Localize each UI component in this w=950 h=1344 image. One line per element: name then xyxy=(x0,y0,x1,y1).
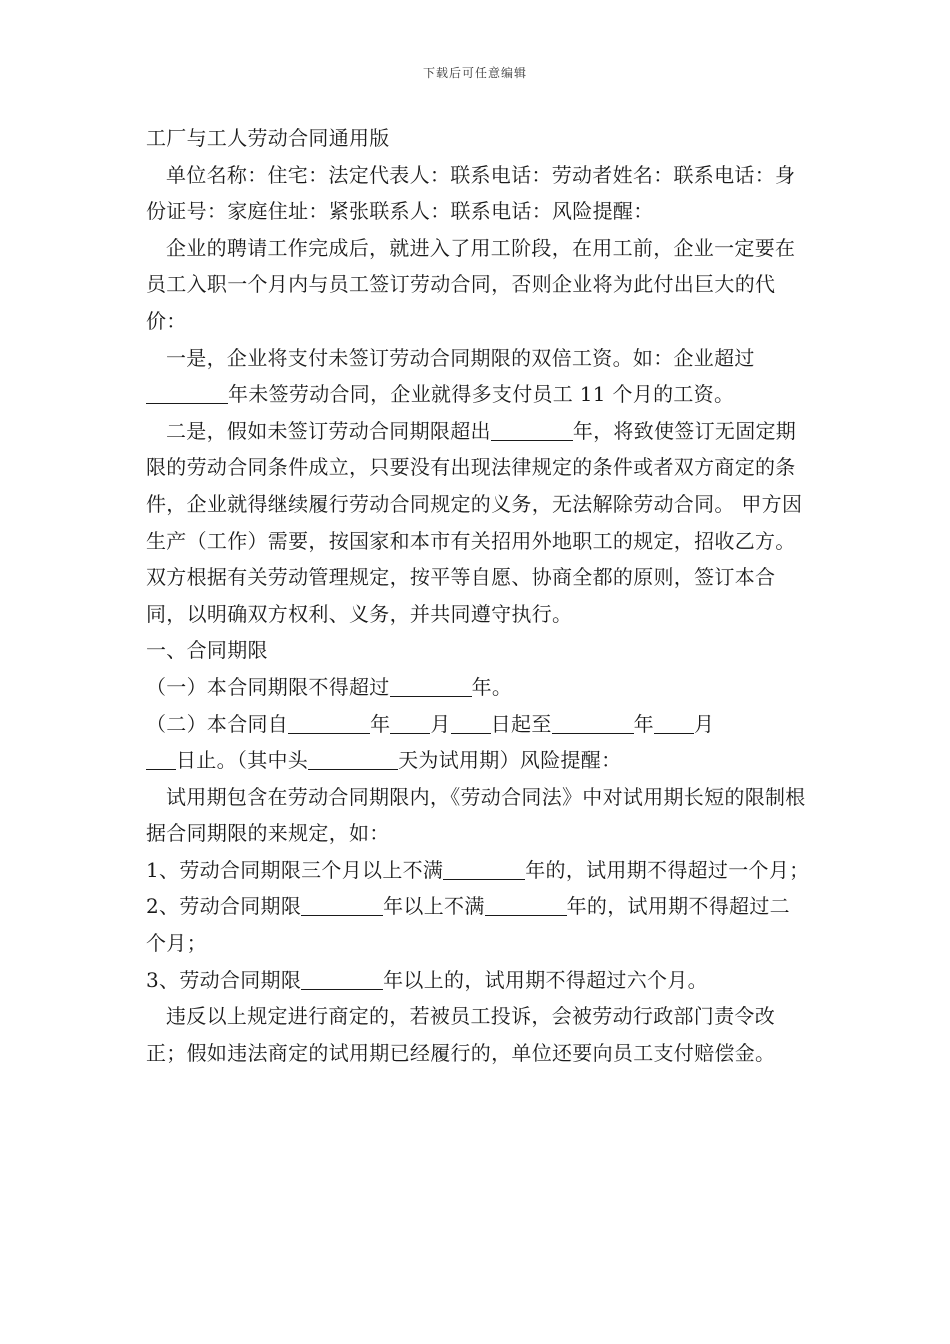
blank-rule3-years[interactable] xyxy=(301,969,383,990)
blank-years-2[interactable] xyxy=(491,420,573,441)
blank-end-month[interactable] xyxy=(654,713,694,734)
blank-years-1[interactable] xyxy=(146,383,228,404)
page-header: 下载后可任意编辑 xyxy=(422,66,527,80)
blank-end-year[interactable] xyxy=(552,713,634,734)
blank-rule1-years[interactable] xyxy=(443,859,525,880)
violation-paragraph: 违反以上规定进行商定的，若被员工投诉，会被劳动行政部门责令改正；假如违法商定的试用期已经履行的，单位还要向员工支付赔偿金。 xyxy=(146,1004,776,1065)
document-title: 工厂与工人劳动合同通用版 xyxy=(146,126,390,150)
point-one-paragraph: 一是，企业将支付未签订劳动合同期限的双倍工资。如：企业超过年未签劳动合同，企业就得多支付员工 11 个月的工资。 xyxy=(146,340,810,413)
document-body xyxy=(146,120,810,1071)
blank-start-day[interactable] xyxy=(451,713,491,734)
blank-rule2-years-max[interactable] xyxy=(485,895,567,916)
point-two-paragraph: 二是，假如未签订劳动合同期限超出 年，将致使签订无固定期限的劳动合同条件成立，只要没有出现法律规定的条件或者双方商定的条件，企业就得继续履行劳动合同规定的义务，无法解除劳动合同。 甲方因生产（工作）需要，按国家和本市有关招用外地职工的规定，招收乙方。双方根据有关劳动管理规定，按平等自愿、协商全都的原则，签订本合同，以明确双方权利、义务，并共同遵守执行。 xyxy=(146,418,803,626)
blank-max-years[interactable] xyxy=(390,676,472,697)
trial-period-paragraph: 试用期包含在劳动合同期限内，《劳动合同法》中对试用期长短的限制根据合同期限的来规定，如： xyxy=(146,784,806,846)
item-one: （一）本合同期限不得超过 年。 xyxy=(146,674,513,699)
blank-rule2-years-min[interactable] xyxy=(301,895,383,916)
blank-start-year[interactable] xyxy=(288,713,370,734)
blank-end-day[interactable] xyxy=(146,749,176,770)
rule-three: 3、劳动合同期限 年以上的，试用期不得超过六个月。 xyxy=(146,967,708,992)
rule-two: 2、劳动合同期限 年以上不满 年的，试用期不得超过二个月； xyxy=(146,894,790,956)
rule-one: 1、劳动合同期限三个月以上不满 年的，试用期不得超过一个月； xyxy=(146,857,810,882)
item-two: （二）本合同自 年 月 日起至 年 月 日止。（其中头 天为试用期）风险提醒： xyxy=(146,711,715,773)
intro-paragraph: 企业的聘请工作完成后，就进入了用工阶段，在用工前，企业一定要在员工入职一个月内与员工签订劳动合同，否则企业将为此付出巨大的代价： xyxy=(146,235,796,333)
blank-start-month[interactable] xyxy=(390,713,430,734)
blank-trial-days[interactable] xyxy=(308,749,398,770)
party-info-paragraph: 单位名称：住宅：法定代表人：联系电话：劳动者姓名：联系电话：身份证号：家庭住址：紧张联系人：联系电话：风险提醒： xyxy=(146,162,796,224)
section-contract-term: 一、合同期限 xyxy=(146,638,268,663)
